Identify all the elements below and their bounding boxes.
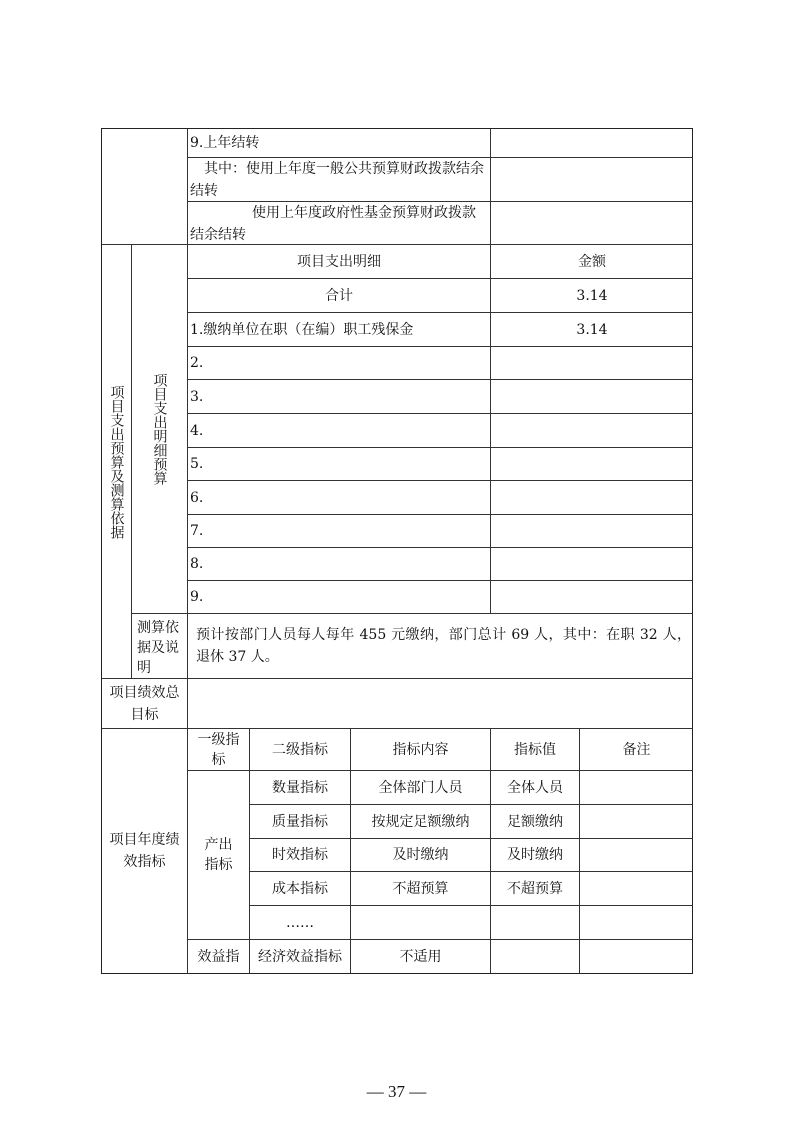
row9-label: 9.上年结转	[188, 129, 491, 158]
output-row-5-level2: ……	[250, 906, 351, 940]
row9-sub2-text: 使用上年度政府性基金预算财政拨款结余结转	[190, 205, 476, 243]
output-row-2-level2: 质量指标	[250, 805, 351, 839]
top-left-empty-cell	[102, 129, 188, 245]
row9-sub1-text: 其中：使用上年度一般公共预算财政拨款结余结转	[190, 161, 484, 199]
header-note: 备注	[580, 729, 693, 771]
item-row-8-label: 8.	[188, 548, 491, 581]
header-level1	[188, 729, 250, 771]
item-row-8-amount	[491, 548, 693, 581]
basis-label-cell	[132, 614, 188, 679]
item-row-3-label: 3.	[188, 380, 491, 414]
goal-label-cell	[102, 679, 188, 729]
output-row-4-note	[580, 872, 693, 906]
output-row-4-value: 不超预算	[491, 872, 580, 906]
output-row-5-note	[580, 906, 693, 940]
output-row-3-note	[580, 839, 693, 872]
output-row-4-content: 不超预算	[351, 872, 491, 906]
output-row-1-note	[580, 771, 693, 805]
header-content: 指标内容	[351, 729, 491, 771]
benefit-row-value	[491, 940, 580, 973]
header-value: 指标值	[491, 729, 580, 771]
item-row-4-label: 4.	[188, 414, 491, 448]
basis-text: 预计按部门人员每人每年 455 元缴纳，部门总计 69 人，其中：在职 32 人，退休 37 人。	[196, 627, 691, 665]
item-row-9-amount	[491, 581, 693, 614]
indicator-label-cell	[102, 729, 188, 973]
total-label: 合计	[188, 279, 491, 313]
item-row-9-label: 9.	[188, 581, 491, 614]
item-row-5-amount	[491, 448, 693, 481]
row9-sub2-label	[188, 202, 491, 245]
output-row-2-content: 按规定足额缴纳	[351, 805, 491, 839]
total-value: 3.14	[491, 279, 693, 313]
item-row-7-label: 7.	[188, 515, 491, 548]
item-row-5-label: 5.	[188, 448, 491, 481]
row9-sub1-value	[491, 158, 693, 202]
basis-text-cell	[188, 614, 693, 679]
budget-inner-label: 项目支出明细预算	[151, 373, 168, 485]
output-row-2-value: 足额缴纳	[491, 805, 580, 839]
output-row-5-value	[491, 906, 580, 940]
item-row-6-label: 6.	[188, 481, 491, 515]
item-row-1-amount: 3.14	[491, 313, 693, 347]
benefit-row-note	[580, 940, 693, 973]
output-label: 产出指标	[204, 837, 233, 873]
amount-header: 金额	[491, 245, 693, 279]
row9-value	[491, 129, 693, 158]
output-row-1-level2: 数量指标	[250, 771, 351, 805]
goal-value	[188, 679, 693, 729]
output-row-3-content: 及时缴纳	[351, 839, 491, 872]
output-row-5-content	[351, 906, 491, 940]
basis-label: 测算依据及说明	[137, 620, 179, 676]
indicator-label: 项目年度绩效指标	[109, 832, 180, 870]
header-level2: 二级指标	[250, 729, 351, 771]
item-row-3-amount	[491, 380, 693, 414]
item-row-4-amount	[491, 414, 693, 448]
output-row-1-content: 全体部门人员	[351, 771, 491, 805]
item-row-7-amount	[491, 515, 693, 548]
budget-table	[101, 128, 693, 974]
budget-outer-label-cell	[102, 245, 132, 679]
output-row-2-note	[580, 805, 693, 839]
output-row-4-level2: 成本指标	[250, 872, 351, 906]
output-label-cell	[188, 771, 250, 940]
output-row-1-value: 全体人员	[491, 771, 580, 805]
budget-outer-label: 项目支出预算及测算依据	[108, 384, 125, 539]
benefit-label: 效益指	[188, 940, 250, 973]
row9-sub2-value	[491, 202, 693, 245]
budget-inner-label-cell	[132, 245, 188, 614]
item-row-2-label: 2.	[188, 347, 491, 380]
benefit-row-level2: 经济效益指标	[250, 940, 351, 973]
row9-sub1-label	[188, 158, 491, 202]
goal-label: 项目绩效总目标	[109, 684, 180, 723]
item-row-6-amount	[491, 481, 693, 515]
output-row-3-value: 及时缴纳	[491, 839, 580, 872]
item-row-2-amount	[491, 347, 693, 380]
benefit-row-content: 不适用	[351, 940, 491, 973]
page-number: — 37 —	[366, 1082, 427, 1101]
header-level1-text: 一级指标	[197, 731, 240, 768]
output-row-3-level2: 时效指标	[250, 839, 351, 872]
item-row-1-label: 1.缴纳单位在职（在编）职工残保金	[188, 313, 491, 347]
detail-header: 项目支出明细	[188, 245, 491, 279]
